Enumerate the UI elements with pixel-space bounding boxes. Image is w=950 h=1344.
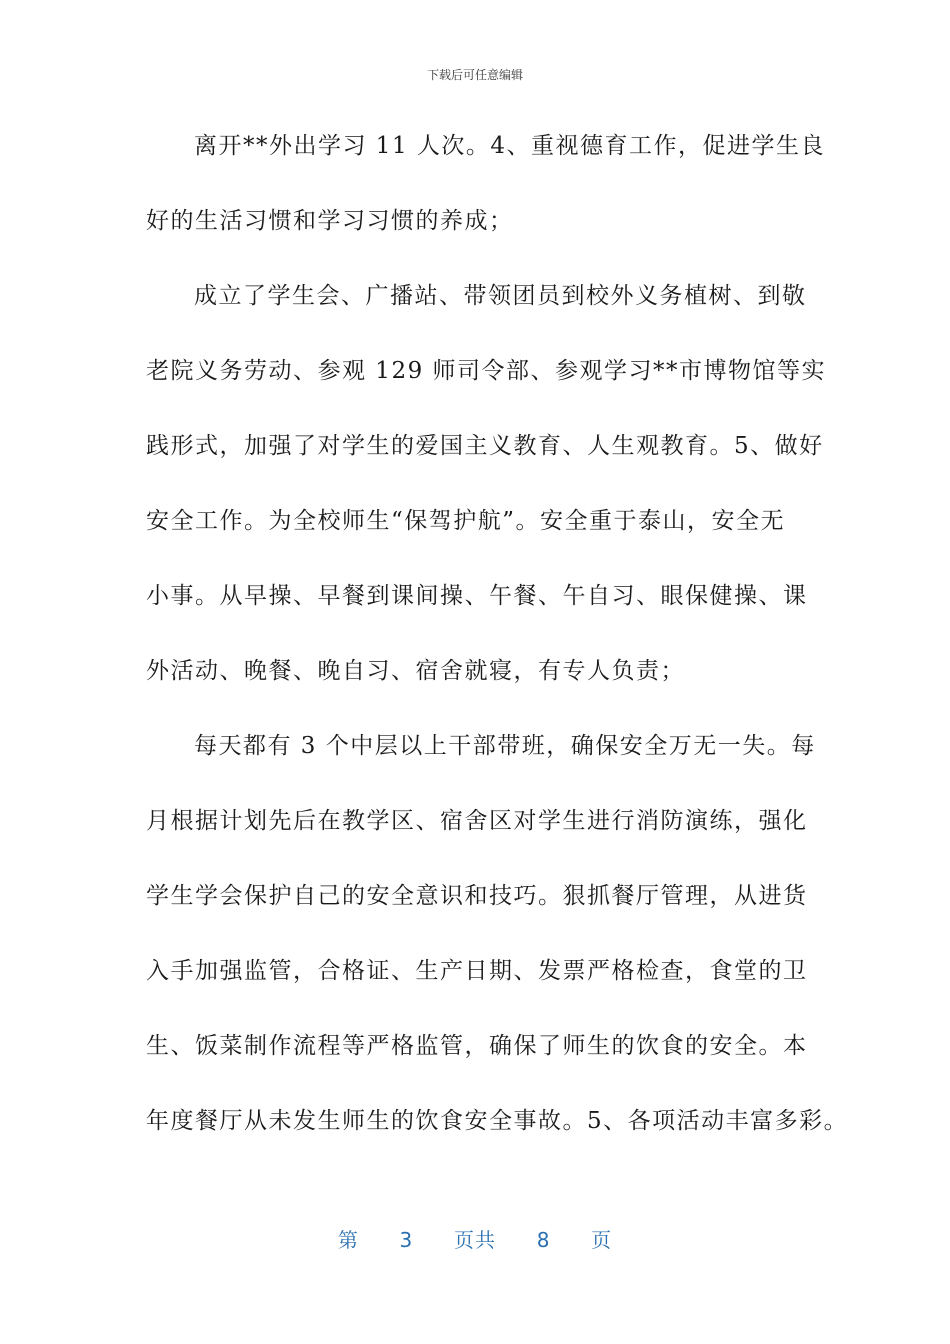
paragraph-line: 月根据计划先后在教学区、宿舍区对学生进行消防演练，强化 — [146, 808, 808, 834]
page-footer — [0, 1224, 950, 1253]
paragraph-line: 入手加强监管，合格证、生产日期、发票严格检查，食堂的卫 — [146, 958, 808, 984]
paragraph-line: 小事。从早操、早餐到课间操、午餐、午自习、眼保健操、课 — [146, 583, 808, 609]
paragraph-line: 年度餐厅从未发生师生的饮食安全事故。5、各项活动丰富多彩。 — [146, 1108, 849, 1134]
paragraph-line: 成立了学生会、广播站、带领团员到校外义务植树、到敬 — [194, 283, 807, 309]
footer-current-page: 3 — [399, 1228, 414, 1252]
paragraph-line: 外活动、晚餐、晚自习、宿舍就寝，有专人负责； — [146, 658, 685, 684]
footer-prefix: 第 — [337, 1228, 359, 1252]
footer-total-pages: 8 — [536, 1228, 551, 1252]
paragraph-line: 学生学会保护自己的安全意识和技巧。狠抓餐厅管理，从进货 — [146, 883, 808, 909]
paragraph-line: 每天都有 3 个中层以上干部带班，确保安全万无一失。每 — [194, 733, 816, 759]
paragraph-line: 离开**外出学习 11 人次。4、重视德育工作，促进学生良 — [194, 133, 826, 159]
footer-middle: 页共 — [454, 1228, 496, 1252]
paragraph-line: 安全工作。为全校师生“保驾护航”。安全重于泰山，安全无 — [146, 508, 786, 534]
paragraph-line: 好的生活习惯和学习习惯的养成； — [146, 208, 514, 234]
paragraph-line: 老院义务劳动、参观 129 师司令部、参观学习**市博物馆等实 — [146, 358, 827, 384]
paragraph-line: 践形式，加强了对学生的爱国主义教育、人生观教育。5、做好 — [146, 433, 824, 459]
paragraph-line: 生、饭菜制作流程等严格监管，确保了师生的饮食的安全。本 — [146, 1033, 808, 1059]
footer-suffix: 页 — [591, 1228, 613, 1252]
body-text — [146, 124, 849, 1174]
header-note: 下载后可任意编辑 — [426, 68, 523, 82]
